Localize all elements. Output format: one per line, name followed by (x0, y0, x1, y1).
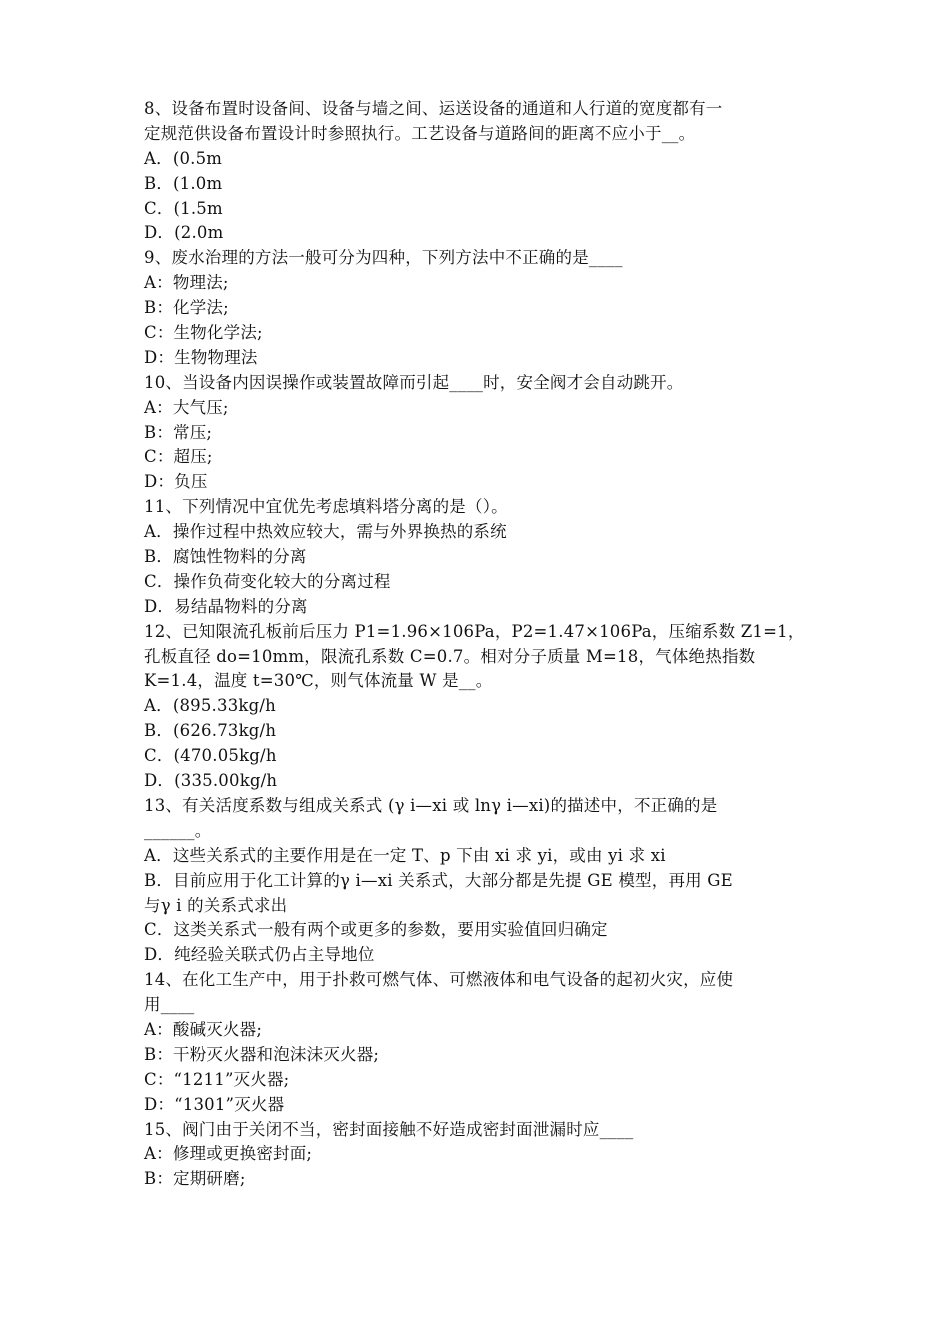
text-line: A：大气压; (144, 397, 229, 417)
text-line: B．腐蚀性物料的分离 (144, 547, 307, 567)
text-line: K=1.4，温度 t=30℃，则气体流量 W 是__。 (144, 671, 493, 691)
text-line: B：化学法; (144, 298, 229, 318)
text-line: 10、当设备内因误操作或装置故障而引起____时，安全阀才会自动跳开。 (144, 372, 684, 392)
text-line: B．目前应用于化工计算的γ i—xi 关系式，大部分都是先提 GE 模型，再用 GE (144, 870, 733, 890)
text-line: 孔板直径 do=10mm，限流孔系数 C=0.7。相对分子质量 M=18，气体绝热指数 (144, 646, 756, 666)
text-line: 12、已知限流孔板前后压力 P1=1.96×106Pa，P2=1.47×106Pa，压缩系数 Z1=1， (144, 621, 805, 641)
text-line: A．(895.33kg/h (144, 696, 276, 716)
text-line: D．纯经验关联式仍占主导地位 (144, 945, 375, 965)
text-line: C．(470.05kg/h (144, 746, 277, 766)
text-line: D：“1301”灭火器 (144, 1094, 285, 1114)
text-line: C．这类关系式一般有两个或更多的参数，要用实验值回归确定 (144, 920, 608, 940)
text-line: D．(335.00kg/h (144, 771, 278, 791)
text-line: 8、设备布置时设备间、设备与墙之间、运送设备的通道和人行道的宽度都有一 (144, 99, 723, 118)
page-content (144, 97, 816, 1192)
text-line: B．(626.73kg/h (144, 721, 277, 741)
text-line: ______。 (144, 820, 212, 840)
text-line: C：“1211”灭火器; (144, 1069, 290, 1089)
text-line: 11、下列情况中宜优先考虑填料塔分离的是（）。 (144, 497, 508, 517)
text-line: 9、废水治理的方法一般可分为四种，下列方法中不正确的是____ (144, 248, 623, 268)
text-line: 13、有关活度系数与组成关系式 (γ i—xi 或 lnγ i—xi)的描述中，不正确的是 (144, 795, 718, 815)
text-line: 与γ i 的关系式求出 (144, 895, 288, 915)
text-line: A．操作过程中热效应较大，需与外界换热的系统 (144, 522, 507, 542)
text-line: 14、在化工生产中，用于扑救可燃气体、可燃液体和电气设备的起初火灾，应使 (144, 970, 734, 990)
text-line: D．(2.0m (144, 223, 224, 243)
text-line: A：酸碱灭火器; (144, 1019, 263, 1039)
text-line: A．(0.5m (144, 148, 223, 168)
text-line: D：负压 (144, 472, 208, 492)
text-line: C：超压; (144, 447, 213, 467)
text-line: B：定期研磨; (144, 1169, 246, 1189)
text-line: D．易结晶物料的分离 (144, 596, 308, 616)
text-line: C：生物化学法; (144, 323, 263, 343)
text-line: 定规范供设备布置设计时参照执行。工艺设备与道路间的距离不应小于__。 (144, 123, 696, 143)
text-line: A：修理或更换密封面; (144, 1144, 313, 1164)
text-line: B：常压; (144, 422, 213, 442)
text-line: D：生物物理法 (144, 347, 258, 367)
text-line: 用____ (144, 995, 195, 1015)
text-line: A．这些关系式的主要作用是在一定 T、p 下由 xi 求 yi，或由 yi 求 xi (144, 845, 666, 865)
text-line: C．(1.5m (144, 198, 223, 218)
text-line: C．操作负荷变化较大的分离过程 (144, 571, 391, 591)
text-line: 15、阀门由于关闭不当，密封面接触不好造成密封面泄漏时应____ (144, 1119, 634, 1139)
text-line: B．(1.0m (144, 173, 223, 193)
text-line: B：干粉灭火器和泡沫沫灭火器; (144, 1044, 380, 1064)
text-line: A：物理法; (144, 273, 229, 293)
